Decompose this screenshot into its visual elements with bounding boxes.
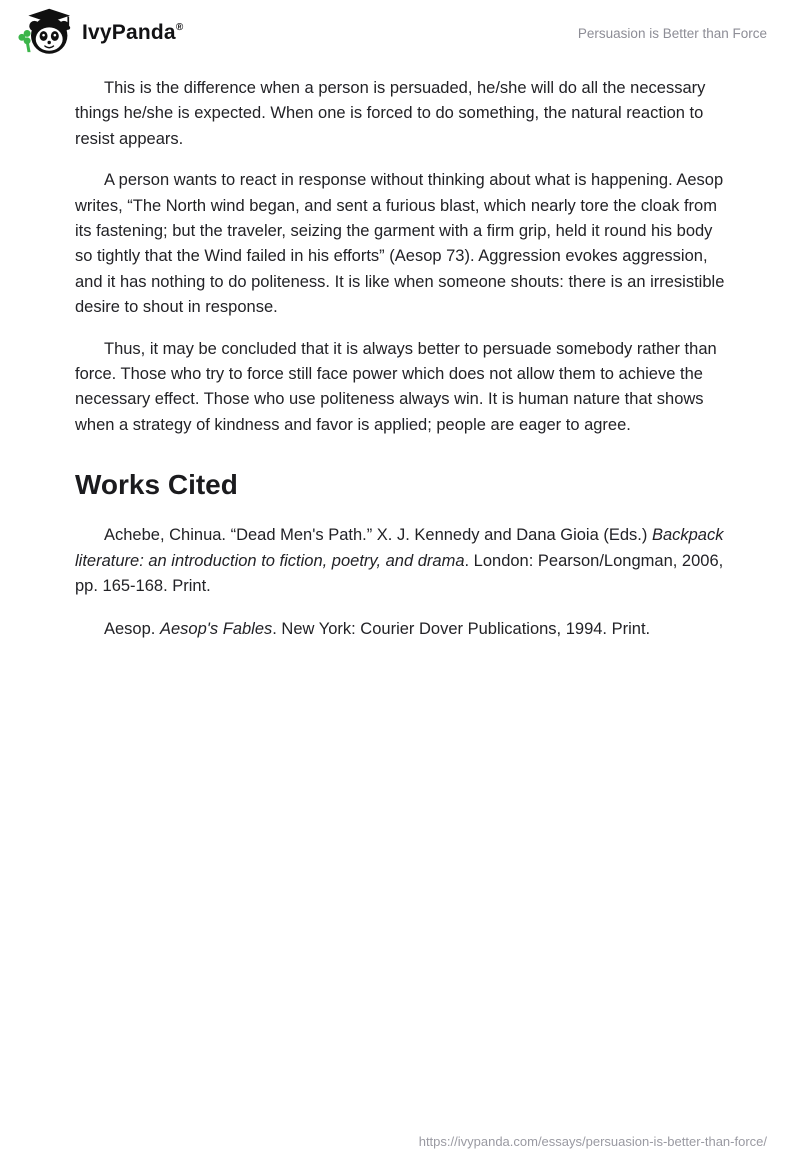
- ivypanda-logo-icon: [16, 7, 72, 59]
- brand-name: IvyPanda®: [82, 21, 184, 44]
- citation-text: . New York: Courier Dover Publications, 1994. Print.: [272, 619, 651, 638]
- citation-achebe: [75, 523, 725, 599]
- document-title: Persuasion is Better than Force: [577, 25, 767, 41]
- essay-paragraph-2: A person wants to react in response without thinking about what is happening. Aesop writes, “The North wind began, and sent a furious blast, which nearly tore the cloak from its fastening; but the traveler, seizing the garment with a firm grip, held it round his body so tightly that the Wind failed in his efforts” (Aesop 73). Aggression evokes aggression, and it has nothing to do politeness. It is like when someone shouts: there is an irresistible desire to shout in response.: [75, 171, 725, 317]
- registered-mark: ®: [175, 22, 184, 33]
- essay-paragraph-3: Thus, it may be concluded that it is always better to persuade somebody rather than force. Those who try to force still face power which does not allow them to achieve the necessary effect. Those who use politeness always win. It is human nature that shows when a strategy of kindness and favor is applied; people are eager to agree.: [75, 339, 717, 434]
- works-cited-heading: Works Cited: [75, 469, 238, 501]
- footer-source-url: https://ivypanda.com/essays/persuasion-is-better-than-force/: [418, 1134, 767, 1149]
- citation-text: Aesop.: [104, 619, 160, 638]
- citation-book-title: Backpack literature: an introduction to fiction, poetry, and drama: [75, 526, 724, 570]
- page-header: [0, 0, 800, 64]
- essay-content: [0, 64, 800, 642]
- citation-text: Achebe, Chinua. “Dead Men's Path.” X. J. Kennedy and Dana Gioia (Eds.): [104, 526, 652, 545]
- citation-aesop: [75, 617, 725, 642]
- brand: [16, 7, 183, 59]
- essay-paragraph-1: This is the difference when a person is persuaded, he/she will do all the necessary things he/she is expected. When one is forced to do something, the natural reaction to resist appears.: [75, 79, 706, 148]
- citation-text: . London: Pearson/Longman, 2006, pp. 165-168. Print.: [75, 551, 724, 596]
- citation-book-title: Aesop's Fables: [159, 619, 273, 638]
